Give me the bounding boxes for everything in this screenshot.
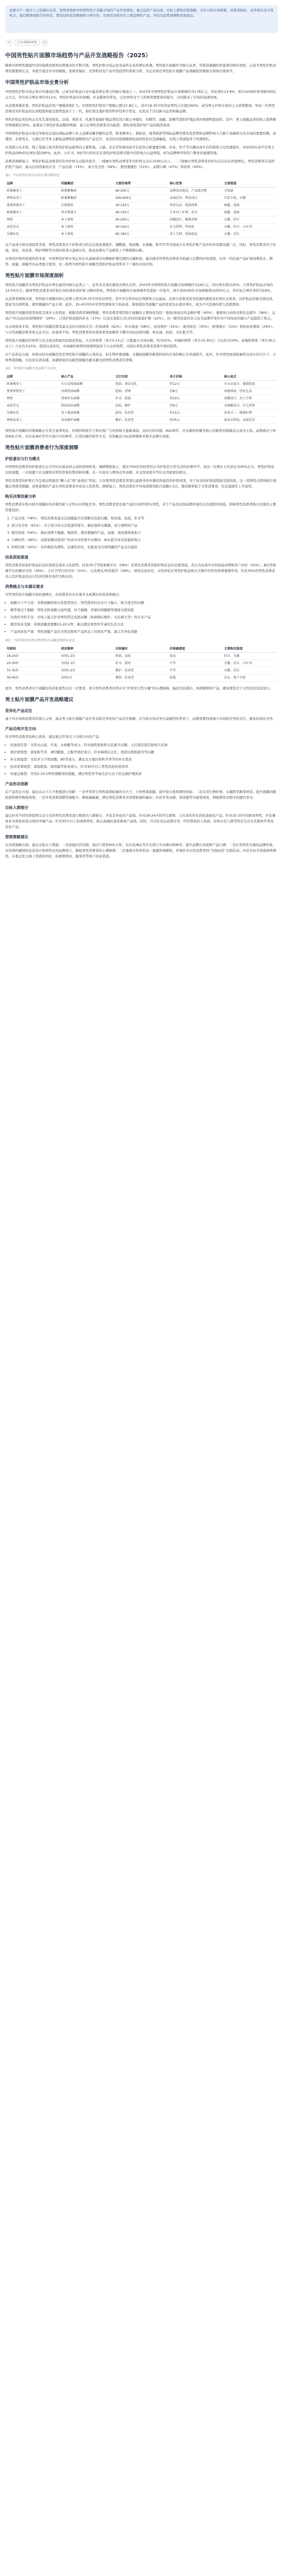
table-row — [5, 224, 277, 231]
table-cell: 天猫、京东、小红书 — [222, 660, 277, 667]
table-cell: 专业男士护理、补水 — [168, 209, 223, 216]
table-cell: 较低 — [168, 674, 223, 682]
paragraph: 从产品成分和功效趋势来看，男性消费者对于护肤成分的关注度显著提升。烟酰胺、玻尿酸、水杨酸、积雪草等功效成分在男性护肤产品中的应用越来越广泛。同时，男性消费者对于控油、祛痘、抗初老、修护屏障等功效的需求日益细分化，推动品牌在产品研发上不断推陈出新。 — [5, 243, 276, 252]
table-cell: 理然 — [5, 216, 60, 224]
table-cell: 中等 — [168, 660, 223, 667]
table-cell: 控油、清爽 — [114, 388, 168, 395]
paragraph: 从渠道分布来看，线上渠道已成为男性护肤品销售的主要阵地。天猫、京东等传统电商平台依然占据重要份额，抖音、快手等兴趣电商平台的销售占比快速提升，2023年抖音平台男士护肤品GMV同比增长超过80%。此外，小红书、B站等内容社区在男性护肤消费决策中的影响力日益增强，成为品牌种草和用户教育的重要阵地。 — [5, 145, 275, 155]
list-item: 5. 价格因素（42%）：对价格较为理性，注重性价比，但愿意为功效明确的产品支付溢价 — [11, 545, 277, 550]
table-cell: 欧莱雅集团 — [60, 195, 114, 202]
table-cell: 抖音、天猫 — [222, 653, 277, 660]
table-cell: 商超、电商 — [222, 209, 277, 216]
sparkle-icon: ✦ — [6, 40, 12, 46]
table-caption: 表3：不同年龄段男性消费者贴片面膜消费特征对比 — [5, 639, 75, 642]
paragraph: 基于对市场和消费者的深入分析，建议男士贴片面膜产品开发采取差异化的产品定位策略。在当前市场竞争日益激烈的背景下，品牌需要找准细分市场和差异化定位，避免同质化竞争。 — [5, 717, 276, 721]
table-cell: 碧欧泉男士 — [5, 195, 60, 202]
table-cell: 约8元 — [168, 388, 223, 395]
table-cell: 火山岩成分、强效控油 — [222, 381, 277, 388]
brand-table — [5, 180, 277, 238]
table-cell: 冰爽控油面膜 — [60, 388, 114, 395]
table-cell: 欧莱雅集团 — [60, 188, 114, 195]
table-cell: 亲爱男友 — [5, 402, 60, 410]
section-heading: 男性贴片面膜消费者行为深度洞察 — [5, 445, 79, 451]
paragraph: 男性贴片面膜作为男性护肤品中增长最快的细分品类之一，近年来呈现出爆发式增长态势。2023年中国男性贴片面膜市场规模约为24亿元，同比增长超过25%，占男性护肤品市场的13.5%左右。随着男性消费者对护肤认知的深化和护肤习惯的养成，男性贴片面膜的市场渗透率有望进一步提升，预计到2028年市场规模将达到55亿元，年均复合增长率约为18%。 — [5, 283, 274, 293]
table-cell: 男士焕活面膜 — [60, 410, 114, 417]
table-cell: 50-200元 — [114, 216, 168, 224]
paragraph: 男性消费者在购买贴片面膜时的决策因素与女性存在明显差异。男性消费者更注重产品的功效性和实用性，对于产品包装和品牌形象的关注度相对较低。影响男性消费者购买决策的主要因素包括： — [5, 502, 276, 512]
table-header: 单片价格 — [168, 374, 223, 381]
table-cell: 约15元 — [168, 410, 223, 417]
table-cell: 控油、祛痘 — [114, 653, 168, 660]
paragraph: 在产品形态方面，建议从以下几个维度进行创新：一是开发符合男性面部轮廓的大尺寸、立体剪裁面膜，提升贴合度和使用体验；二是采用生物纤维、水凝胶等新型材质，提升面膜的服帖度和精华吸收效果；三是开发清爽型精华液配方，降低黏腻感，满足男性消费者对清爽肤感的偏好；四是开发冰感、清凉感等功能型体验，增强使用过程中的感官享受。 — [5, 790, 276, 800]
table-cell: 25-30岁 — [5, 660, 60, 667]
paragraph: 在产品形态方面，传统无纺布面膜依然是男性贴片面膜的主流形态，但生物纤维面膜、水凝胶面膜等新型材质的市场份额正在快速提升。此外，针对男性面部轮廓特点设计的大尺寸、立体剪裁面膜，以及具有清凉感、冰感体验的功能型面膜也越来越受到男性消费者的青睐。 — [5, 352, 276, 362]
table-cell: 妮维雅男士 — [5, 209, 60, 216]
paragraph: 中国男性护肤品市场竞争格局呈现出国际品牌与本土品牌双雄争霸的态势。欧莱雅男士、碧欧泉、曼秀雷敦等国际品牌凭借先发优势和品牌影响力占据了高端和大众市场的重要份额，而理然、亲爱男友、左颜右色等本土新锐品牌则依靠精准的产品定位、灵活的营销策略和较高的性价比迅速崛起，在线上渠道取得了快速增长。 — [5, 131, 276, 141]
pain-list — [5, 600, 277, 635]
table-cell: 补水、控油 — [114, 395, 168, 402]
list-item: • 补水保湿型：采用多分子玻尿酸、B5等成分，满足北方地区和秋冬季节的补水需求 — [10, 757, 277, 762]
table-cell: 百货专柜、天猫 — [222, 195, 277, 202]
table-row — [5, 216, 277, 224]
list-item: 2. 成分安全性（61%）：对于成分的关注度逐年提升，偏好温和无刺激、成分透明的产品 — [11, 523, 277, 529]
table-caption: 表1：中国男性护肤品市场主要品牌对比 — [5, 174, 60, 177]
table-header: 功效偏好 — [114, 646, 168, 653]
report-title: 中国男性贴片面膜市场趋势与产品开发战略报告（2025） — [5, 52, 151, 59]
table-row — [5, 653, 277, 660]
subsection-heading: 产品功效开发方向 — [5, 726, 36, 731]
subsection-heading: 购买决策因素分析 — [5, 494, 36, 499]
table-row — [5, 195, 277, 202]
list-item: • 使用场景受限：传统面膜需要敷15-20分钟，难以满足男性快节奏的生活方式 — [10, 622, 277, 628]
table-cell: 社交营销、年轻化 — [168, 224, 223, 231]
paragraph: 中国男性消费者的护肤意识正在经历从被动到主动的深刻转变。调研数据显示，超过70%的年轻男性认为护肤是日常生活的必要环节，而这一比例在五年前仅为40%左右。男性护肤意识的觉醒，一方面源于社交媒体对男性形象的塑造和传播，另一方面也与职场竞争加剧、社交需求提升等社会因素密切相关。 — [5, 465, 274, 474]
paragraph: 从男性护肤的发展阶段来看，中国男性护肤市场正处在从基础清洁向精细护理过渡的关键阶段。越来越多的男性消费者开始建立完整的护肤流程，从单一的洁面产品扩展到爽肤水、精华、面霜、面膜等多品类组合使用。这一趋势为男性贴片面膜等进阶护肤品类带来了广阔的市场空间。 — [5, 257, 273, 266]
list-item: • 功效针对性不足：市场上缺乏针对男性特定皮肤问题（如剃须后修护、毛孔粗大等）的专业产品 — [10, 615, 277, 620]
table-body — [5, 381, 277, 424]
paragraph: 中国男性护肤市场正处在快速成长期，已成为护肤品行业中最具增长潜力的细分赛道之一。2023年中国男性护肤品市场规模约为178亿元，同比增长13.9%，预计2028年将突破300亿元大关，年均复合增长率约为11%。男性护肤意识的觉醒，社交媒体的普及，以及男性对个人形象管理需求的提升，共同推动了市场的高速发展。 — [5, 90, 277, 99]
table-cell: 天猫、京东 — [222, 231, 277, 238]
table-header: 核心产品 — [60, 374, 114, 381]
table-cell: 控油祛痘面膜 — [60, 402, 114, 410]
paragraph: 从消费者画像来看，男性贴片面膜的核心消费人群为18-35岁的年轻男性，其中学生和年轻白领群体占比最高。这部分消费者具有较强的颜值意识和社交需求，对护肤品的接受度较高，愿意为功效明显、使用便捷的产品买单。此外，35-45岁的中年男性群体对于抗初老、紧致提拉类面膜产品的需求也在逐步增长，成为不可忽视的潜力消费群体。 — [5, 297, 276, 307]
table-cell: 清爽补水面膜 — [60, 395, 114, 402]
paragraph: 此外，男性消费者对于面膜包装的私密性也有一定要求。部分男性消费者仍然存在“护肤是女性专属”的心理障碍，偏好包装简洁、风格硬朗的产品，避免使用过于女性化的包装设计。 — [5, 686, 273, 690]
table-cell: 欧莱雅男士 — [5, 381, 60, 388]
list-item: • 控油清洁型：采用火山泥、竹炭、水杨酸等成分，针对油性肌肤和毛孔粗大问题，主打深层清洁和持久控油 — [10, 742, 277, 748]
table-cell: 国潮设计、男士专研 — [222, 395, 277, 402]
table-header: 年龄段 — [5, 646, 60, 653]
paragraph: 男性护肤品类结构正在发生深刻变化。洁面、爽肤水、乳液等基础护理品类依然占据主导地位，但精华、面膜、防晒等进阶护理品类的增速明显加快。其中，男士面膜品类的线上销售额年增速超过30%，显著高于男性护肤品整体增速，显示出男性消费者对功能型、即时效果型护肤产品的强烈需求。 — [5, 117, 276, 127]
table-cell: 活泉水科技、高端定位 — [222, 417, 277, 424]
direction-list — [5, 742, 277, 777]
table-row — [5, 417, 277, 424]
age-table — [5, 646, 277, 682]
table-cell: 30-120元 — [114, 202, 168, 209]
table-cell: 修护、抗初老 — [114, 417, 168, 424]
table-cell: 性价比高、控油清爽 — [168, 202, 223, 209]
table-row — [5, 660, 277, 667]
query-banner — [5, 5, 278, 33]
paragraph: 男性贴片面膜的价格带分布呈现出明显的层级化特征。大众价格带（单片5-15元）占据最大市场份额，约为55%；中端价格带（单片15-30元）占比约为30%；高端价格带（单片30元以上）占比约为15%。值得注意的是，中高端价格带的增速明显快于大众价格带，反映出男性消费者消费升级的趋势。 — [5, 338, 276, 348]
table-header: 品牌 — [5, 180, 60, 188]
table-cell: 曼秀雷敦男士 — [5, 388, 60, 395]
table-cell: 高端定位、科技成分 — [168, 195, 223, 202]
list-item: • 快速急救型：开发5-10分钟快速敷用的面膜，满足男性快节奏生活方式下的急救护理需求 — [10, 771, 277, 777]
subsection-heading: 信息获取渠道 — [5, 555, 28, 560]
table-cell: 每周1-2次 — [60, 667, 114, 674]
table-cell: 品牌知名度高、产品线完整 — [168, 188, 223, 195]
table-cell: 乐敦制药 — [60, 202, 114, 209]
paragraph: 男性贴片面膜的营销策略正在发生显著变化。传统的明星代言和电视广告的影响力逐渐减弱，而以内容营销、KOL种草、社交媒体传播为核心的新型营销模式正成为主流。品牌通过与男性KOL合作、在抖音/B站等平台进行内容种草、打造话题营销等方式，有效触达目标消费群体并提升品牌认知度。 — [5, 429, 276, 438]
factor-list — [5, 516, 277, 550]
subsection-heading: 护肤意识与行为模式 — [5, 456, 40, 461]
paragraph: 建议针对不同年龄段和生活方式的男性消费者进行精准的人群细分，开发差异化的产品线。针对18-24岁的学生群体，主打高性价比的控油祛痘产品；针对25-35岁的职场男性，开发兼具补水和抗初老功效的中端产品；针对35岁以上的成熟男性，推出高端抗衰老紧致产品线。同时，可以针对运动爱好者、经常熬夜的上班族、商务出差人群等特定生活方式群体开发场景化产品。 — [5, 814, 276, 829]
section-heading: 中国男性护肤品市场全景分析 — [5, 80, 69, 86]
table-cell: 理然 — [5, 395, 60, 402]
list-item: • 精华液过于黏腻：男性皮肤油脂分泌旺盛，对于黏腻、厚重的面膜精华液接受度较低 — [10, 607, 277, 613]
table-cell: 约10元 — [168, 395, 223, 402]
section-heading: 男性贴片面膜市场深度剖析 — [5, 273, 64, 279]
table-cell: 男士专研、控油祛痘 — [168, 231, 223, 238]
table-cell: 多效合一、精准护理 — [222, 410, 277, 417]
table-cell: 紧致、抗衰老 — [114, 674, 168, 682]
table-row — [5, 402, 277, 410]
table-cell: 本土新锐 — [60, 216, 114, 224]
table-header: 主打功效 — [114, 374, 168, 381]
table-cell: 本土新锐 — [60, 231, 114, 238]
table-cell: 约12元 — [168, 381, 223, 388]
table-cell: 控油、清洁毛孔 — [114, 381, 168, 388]
paragraph: 男性贴片面膜的使用场景呈现多元化特征。根据消费者调研数据，男性消费者使用贴片面膜的主要场景包括：熬夜/加班后的急救护理（45%）、重要场合前的皮肤状态提升（38%）、运动/户外活动后的舒缓修护（29%）、日常护肤流程的补充（27%）以及长途旅行/出差时的保湿护理（22%）。这一使用场景的多元化为品牌开发针对不同场景的细分产品提供了机会。 — [5, 311, 276, 320]
subsection-heading: 目标人群细分 — [5, 805, 28, 810]
table-row — [5, 188, 277, 195]
list-item: • 修护舒缓型：添加积雪草、神经酰胺、泛醇等修护成分，针对剃须后泛红、熬夜后肌肤疲劳等问题 — [10, 750, 277, 755]
table-header: 品牌 — [5, 374, 60, 381]
table-cell: 活泉修护面膜 — [60, 417, 114, 424]
table-row — [5, 388, 277, 395]
table-cell: 60-180元 — [114, 231, 168, 238]
table-cell: 国潮设计、精准营销 — [168, 216, 223, 224]
subsection-heading: 产品形态创新 — [5, 782, 28, 786]
table-cell: 冰感体验、性价比高 — [222, 388, 277, 395]
table-cell: 欧莱雅男士 — [5, 188, 60, 195]
table-cell: 31-35岁 — [5, 667, 60, 674]
table-cell: 火山岩控油面膜 — [60, 381, 114, 388]
table-cell: 水杨酸成分、社交营销 — [222, 402, 277, 410]
table-cell: 天猫、抖音、小红书 — [222, 224, 277, 231]
subsection-heading: 营销策略建议 — [5, 835, 28, 839]
list-item: • 面膜尺寸不合适：多数面膜按照女性脸型设计，男性使用时存在尺寸偏小、贴合度差的问题 — [10, 600, 277, 606]
status-toolbar — [6, 39, 48, 46]
table-cell: 左颜右色 — [5, 231, 60, 238]
table-header: 主要渠道 — [222, 180, 277, 188]
table-cell: 约35元 — [168, 417, 223, 424]
subsection-heading: 消费痛点与未满足需求 — [5, 584, 44, 589]
table-row — [5, 202, 277, 209]
table-body — [5, 188, 277, 238]
table-caption: 表2：男性贴片面膜主要品牌产品对比 — [5, 367, 57, 370]
table-cell: 约9元 — [168, 402, 223, 410]
table-cell: 60-200元 — [114, 188, 168, 195]
table-cell: 京东、线下专柜 — [222, 674, 277, 682]
table-cell: 左颜右色 — [5, 410, 60, 417]
table-row — [5, 667, 277, 674]
table-cell: 曼秀雷敦男士 — [5, 202, 60, 209]
table-body — [5, 653, 277, 682]
table-cell: 中等 — [168, 667, 223, 674]
list-item: 4. 口碑评价（49%）：高度依赖其他用户的真实评价和专业测评，KOL推荐具有较强影响力 — [11, 537, 277, 543]
table-cell: 天猫、抖音 — [222, 216, 277, 224]
table-cell: 40-150元 — [114, 224, 168, 231]
paragraph: 从功效需求来看，男性贴片面膜消费者最关注的功效依次为：控油清爽（62%）、补水保湿（58%）、祛痘修护（41%）、提亮肤色（35%）、舒缓镇定（31%）和抗初老紧致（24%）。与女性面膜消费者更关注美白、抗衰老不同，男性消费者的功效需求更加聚焦于解决实际皮肤问题，如出油、痘痘、毛孔粗大等。 — [5, 325, 276, 334]
paragraph: 尽管男性贴片面膜市场快速增长，但消费者仍存在诸多未被满足的需求和痛点： — [5, 592, 122, 597]
table-cell: 补水、提亮 — [114, 660, 168, 667]
section-heading: 男士贴片面膜产品开发战略建议 — [5, 697, 74, 703]
table-cell: 提亮、抗初老 — [114, 410, 168, 417]
paragraph: 男性消费者的护肤行为呈现出明显的“懒人化”和“高效化”特征。大多数男性消费者希望以最简单的步骤获得最佳的护肤效果，对于复杂的护肤流程接受度较低。这一消费特点使得贴片面膜这类使用便捷、效果直观的产品在男性消费者中具有天然优势。调研显示，男性消费者平均每周使用贴片面膜1-2次，使用频率低于女性消费者，但呈现逐年上升趋势。 — [5, 479, 276, 488]
table-header: 核心卖点 — [222, 374, 277, 381]
paragraph: 针对男性消费者的核心需求，建议重点开发以下功效方向的产品： — [5, 735, 102, 739]
table-cell: 全渠道 — [222, 188, 277, 195]
table-cell: 天猫、京东 — [222, 667, 277, 674]
paragraph: 男性消费者获取护肤品信息的渠道呈现多元化趋势。抖音/快手等短视频平台（58%）是男性消费者获取护肤信息的首要渠道，其次为电商平台的商品详情和用户评价（52%）、B站等视频平台的测评内容（39%）、小红书等内容社区（31%）、以及朋友/伴侣推荐（28%）。值得注意的是，女性伴侣在男性护肤品购买决策中仍然发挥着重要作用，约有35%的男性消费者表示其护肤品是由女性伴侣推荐或代为购买的。 — [5, 563, 276, 579]
list-item: • 产品同质化严重：男性面膜产品在功效宣称和产品形态上同质化严重，缺乏差异化创新 — [10, 629, 277, 635]
paragraph: 从消费渗透来看，男性护肤品的用户规模持续扩大。中国男性护肤用户规模已超过1.8亿人，其中18-35岁的年轻男性占比超过60%，成为男士护肤市场的主力消费群体。年轻一代男性消费者对护肤品的认知程度和接受度明显高于上一代，他们更注重护肤的科学性和个性化，也更乐于尝试新兴品类和新品牌。 — [5, 104, 275, 113]
table-header: 所属集团 — [60, 180, 114, 188]
table-row — [5, 674, 277, 682]
table-row — [5, 209, 277, 216]
list-item: 3. 使用体验（54%）：偏好清爽不黏腻、吸收快、使用便捷的产品，冰感、清凉感体验加分 — [11, 530, 277, 536]
table-cell: 本土新锐 — [60, 224, 114, 231]
table-cell: 拜尔斯道夫 — [60, 209, 114, 216]
table-cell: 较高 — [168, 653, 223, 660]
table-cell: 亲爱男友 — [5, 224, 60, 231]
table-cell: 36-45岁 — [5, 674, 60, 682]
report-content — [5, 49, 277, 862]
table-cell: 每周1次 — [60, 674, 114, 682]
table-header: 主要购买渠道 — [222, 646, 277, 653]
table-header: 使用频率 — [60, 646, 114, 653]
table-header: 主要价格带 — [114, 180, 168, 188]
paragraph: 在营销策略方面，建议采取以下措施：一是加强内容营销，通过与男性KOL合作、在抖音/B站等平台进行专业测评和种草，提升品牌认知度和产品口碑；二是打造男性专属的品牌形象，采用简约硬朗的包装设计和男性化的品牌语言，降低男性消费者的心理障碍；三是重视女性伴侣这一重要影响群体，开展针对女性消费者的“为他而选”营销活动；四是布局全渠道销售网络，在重点发力线上渠道的同时，拓展便利店、健身房等线下场景渠道。 — [5, 843, 276, 858]
table-row — [5, 395, 277, 402]
target-icon[interactable]: ◎ — [42, 40, 48, 46]
table-header: 价格敏感度 — [168, 646, 223, 653]
subsection-heading: 差异化产品定位 — [5, 708, 32, 713]
table-cell: 修护、抗初老 — [114, 667, 168, 674]
table-cell: 商超、电商 — [222, 202, 277, 209]
table-cell: 祛痘、修护 — [114, 402, 168, 410]
table-row — [5, 410, 277, 417]
table-cell: 每周2-3次 — [60, 660, 114, 667]
search-status-chip[interactable]: 已完成联网查询 — [14, 40, 40, 46]
list-item: 1. 产品功效（78%）：男性消费者最关注面膜能否有效解决皮肤问题，如控油、祛痘、补水等 — [11, 516, 277, 521]
table-cell: 18-24岁 — [5, 653, 60, 660]
product-table — [5, 374, 277, 424]
table-cell: 每周1-2次 — [60, 653, 114, 660]
list-item: • 抗初老紧致型：添加胜肽、视黄醇等抗老成分，针对30岁以上男性的抗初老需求 — [10, 764, 277, 770]
table-header: 核心优势 — [168, 180, 223, 188]
table-cell: 40-150元 — [114, 209, 168, 216]
table-row — [5, 381, 277, 388]
table-row — [5, 231, 277, 238]
table-cell: 碧欧泉男士 — [5, 417, 60, 424]
intro-paragraph: 随着中国男性颜值经济的持续发展和消费观念的不断升级，男性护肤市场正迎来前所未有的增长机遇。男性贴片面膜作为细分品类，凭借其便捷性和显著的即时效果，正成为男性护肤消费的重要增长点。本报告通过对市场规模、消费者偏好、竞争格局及产品开发趋势的系统分析，为企业制定男性贴片面膜产品战略提供数据支持和决策参考。 — [5, 63, 276, 73]
table-cell: 200-600元 — [114, 195, 168, 202]
query-text: 我要当个一级市人力资源从业者，请帮我搜索中国男性肽片芸膜市场的产品开发情况，重点包括产品功效、目标人群和营销策略，另外分析市场规模、消费者偏好、竞争格局及市场机会，最后整理成报告的形式，要有结构化的数据和分析内容，比如用表格对比主要品牌的产品，并给出趋势预测和发展建议。 — [9, 8, 274, 18]
paragraph: 消费者调研显示，男性护肤品消费者的年均护肤支出稳步提升。一线城市男性消费者年均护肤支出在1500元以上，二三线城市男性消费者的年均支出也在快速增长。男性消费者在选择护肤产品时，最关注的因素依次为：产品功效（72%）、成分安全性（58%）、使用便捷性（51%）、品牌口碑（47%）和价格（43%）。 — [5, 159, 275, 169]
